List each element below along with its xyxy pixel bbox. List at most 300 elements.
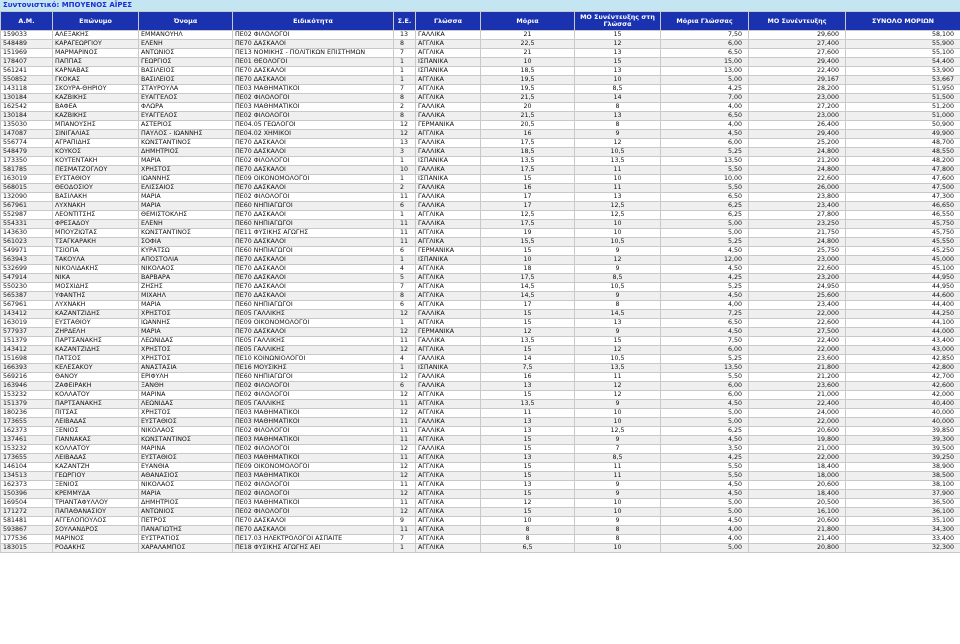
first-name-cell: ΕΛΕΝΗ: [139, 220, 233, 229]
total-cell: 39,250: [846, 454, 960, 463]
mo-fluency-cell: 12,5: [575, 211, 661, 220]
language-cell: ΑΓΓΛΙΚΑ: [416, 526, 481, 535]
last-name-cell: ΑΓΓΕΛΟΠΟΥΛΟΣ: [53, 517, 139, 526]
total-cell: 39,500: [846, 445, 960, 454]
first-name-cell: ΛΕΩΝΙΔΑΣ: [139, 337, 233, 346]
table-row: [1, 418, 960, 427]
am-cell: 132090: [1, 193, 53, 202]
first-name-cell: ΕΛΙΣΣΑΙΟΣ: [139, 184, 233, 193]
points-cell: 15: [481, 391, 575, 400]
language-cell: ΓΑΛΛΙΚΑ: [416, 373, 481, 382]
total-cell: 51,500: [846, 94, 960, 103]
specialty-cell: ΠΕ03 ΜΑΘΗΜΑΤΙΚΟΙ: [233, 436, 394, 445]
lang-points-cell: 4,50: [661, 328, 749, 337]
specialty-cell: ΠΕ02 ΦΙΛΟΛΟΓΟΙ: [233, 31, 394, 40]
lang-points-cell: 4,00: [661, 301, 749, 310]
language-cell: ΑΓΓΛΙΚΑ: [416, 274, 481, 283]
last-name-cell: ΠΑΡΤΣΑΝΑΚΗΣ: [53, 337, 139, 346]
language-cell: ΑΓΓΛΙΚΑ: [416, 130, 481, 139]
language-cell: ΑΓΓΛΙΚΑ: [416, 436, 481, 445]
table-row: [1, 517, 960, 526]
last-name-cell: ΘΑΝΟΥ: [53, 373, 139, 382]
se-cell: 11: [394, 220, 416, 229]
last-name-cell: ΚΟΥΚΟΣ: [53, 148, 139, 157]
se-cell: 3: [394, 148, 416, 157]
col-header-lang-points[interactable]: Μόρια Γλώσσας: [661, 12, 749, 31]
mo-interview-cell: 20,600: [749, 517, 846, 526]
total-cell: 42,000: [846, 391, 960, 400]
points-cell: 17,5: [481, 274, 575, 283]
mo-fluency-cell: 9: [575, 490, 661, 499]
lang-points-cell: 5,00: [661, 418, 749, 427]
mo-fluency-cell: 10: [575, 76, 661, 85]
points-cell: 15: [481, 463, 575, 472]
se-cell: 5: [394, 274, 416, 283]
mo-interview-cell: 22,400: [749, 67, 846, 76]
am-cell: 162373: [1, 427, 53, 436]
last-name-cell: ΚΑΖΒΙΚΗΣ: [53, 112, 139, 121]
mo-interview-cell: 27,400: [749, 40, 846, 49]
total-cell: 55,100: [846, 49, 960, 58]
points-cell: 13: [481, 382, 575, 391]
table-row: [1, 382, 960, 391]
mo-interview-cell: 24,800: [749, 148, 846, 157]
total-cell: 40,000: [846, 418, 960, 427]
am-cell: 565387: [1, 292, 53, 301]
total-cell: 45,550: [846, 238, 960, 247]
first-name-cell: ΣΟΦΙΑ: [139, 238, 233, 247]
specialty-cell: ΠΕ03 ΜΑΘΗΜΑΤΙΚΟΙ: [233, 409, 394, 418]
specialty-cell: ΠΕ04.02 ΧΗΜΙΚΟΙ: [233, 130, 394, 139]
specialty-cell: ΠΕ17.03 ΗΛΕΚΤΡΟΛΟΓΟΙ ΑΣΠΑΙΤΕ: [233, 535, 394, 544]
language-cell: ΓΑΛΛΙΚΑ: [416, 337, 481, 346]
points-cell: 21,5: [481, 94, 575, 103]
am-cell: 130184: [1, 112, 53, 121]
last-name-cell: ΒΑΣΙΛΑΚΗ: [53, 193, 139, 202]
mo-interview-cell: 23,800: [749, 193, 846, 202]
specialty-cell: ΠΕ09 ΟΙΚΟΝΟΜΟΛΟΓΟΙ: [233, 463, 394, 472]
points-cell: 15: [481, 508, 575, 517]
points-cell: 12,5: [481, 211, 575, 220]
se-cell: 8: [394, 292, 416, 301]
mo-fluency-cell: 9: [575, 130, 661, 139]
specialty-cell: ΠΕ70 ΔΑΣΚΑΛΟΙ: [233, 184, 394, 193]
col-header-mo-fluency[interactable]: ΜΟ Συνέντευξης στη Γλώσσα: [575, 12, 661, 31]
last-name-cell: ΜΠΑΝΟΥΣΗΣ: [53, 121, 139, 130]
first-name-cell: ΜΑΡΙΝΑ: [139, 391, 233, 400]
total-cell: 48,550: [846, 148, 960, 157]
table-row: [1, 328, 960, 337]
first-name-cell: ΑΝΑΣΤΑΣΙΑ: [139, 364, 233, 373]
mo-fluency-cell: 9: [575, 400, 661, 409]
language-cell: ΑΓΓΛΙΚΑ: [416, 409, 481, 418]
first-name-cell: ΖΗΣΗΣ: [139, 283, 233, 292]
lang-points-cell: 4,50: [661, 490, 749, 499]
lang-points-cell: 5,25: [661, 148, 749, 157]
points-cell: 14,5: [481, 283, 575, 292]
first-name-cell: ΠΑΥΛΟΣ - ΙΩΑΝΝΗΣ: [139, 130, 233, 139]
mo-interview-cell: 22,600: [749, 265, 846, 274]
first-name-cell: ΜΑΡΙΑ: [139, 328, 233, 337]
col-header-first-name[interactable]: Όνομα: [139, 12, 233, 31]
mo-interview-cell: 21,400: [749, 535, 846, 544]
mo-interview-cell: 24,800: [749, 166, 846, 175]
table-row: [1, 229, 960, 238]
lang-points-cell: 4,50: [661, 400, 749, 409]
last-name-cell: ΣΟΥΛΑΝΔΡΟΣ: [53, 526, 139, 535]
lang-points-cell: 4,50: [661, 436, 749, 445]
mo-fluency-cell: 12: [575, 256, 661, 265]
mo-fluency-cell: 12: [575, 382, 661, 391]
specialty-cell: ΠΕ03 ΜΑΘΗΜΑΤΙΚΟΙ: [233, 103, 394, 112]
mo-fluency-cell: 12: [575, 139, 661, 148]
table-row: [1, 76, 960, 85]
am-cell: 159033: [1, 31, 53, 40]
table-row: [1, 274, 960, 283]
total-cell: 48,700: [846, 139, 960, 148]
last-name-cell: ΚΟΛΛΑΤΟΥ: [53, 391, 139, 400]
lang-points-cell: 15,00: [661, 58, 749, 67]
lang-points-cell: 5,00: [661, 409, 749, 418]
points-cell: 15: [481, 445, 575, 454]
lang-points-cell: 4,00: [661, 103, 749, 112]
specialty-cell: ΠΕ03 ΜΑΘΗΜΑΤΙΚΟΙ: [233, 472, 394, 481]
mo-fluency-cell: 14,5: [575, 310, 661, 319]
language-cell: ΑΓΓΛΙΚΑ: [416, 76, 481, 85]
am-cell: 151698: [1, 355, 53, 364]
se-cell: 11: [394, 526, 416, 535]
se-cell: 2: [394, 103, 416, 112]
total-cell: 51,950: [846, 85, 960, 94]
col-header-am[interactable]: Α.Μ.: [1, 12, 53, 31]
am-cell: 548489: [1, 40, 53, 49]
first-name-cell: ΜΑΡΙΑ: [139, 490, 233, 499]
am-cell: 593867: [1, 526, 53, 535]
mo-fluency-cell: 12,5: [575, 427, 661, 436]
se-cell: 1: [394, 319, 416, 328]
lang-points-cell: 5,50: [661, 463, 749, 472]
language-cell: ΑΓΓΛΙΚΑ: [416, 517, 481, 526]
lang-points-cell: 4,50: [661, 481, 749, 490]
lang-points-cell: 12,00: [661, 256, 749, 265]
last-name-cell: ΣΚΟΥΡΑ-ΘΗΡΙΟΥ: [53, 85, 139, 94]
lang-points-cell: 4,50: [661, 517, 749, 526]
col-header-total[interactable]: ΣΥΝΟΛΟ ΜΟΡΙΩΝ: [846, 12, 960, 31]
mo-fluency-cell: 8,5: [575, 454, 661, 463]
first-name-cell: ΚΩΝΣΤΑΝΤΙΝΟΣ: [139, 436, 233, 445]
first-name-cell: ΝΙΚΟΛΑΟΣ: [139, 481, 233, 490]
language-cell: ΓΑΛΛΙΚΑ: [416, 184, 481, 193]
table-row: [1, 535, 960, 544]
am-cell: 173655: [1, 418, 53, 427]
mo-interview-cell: 18,000: [749, 472, 846, 481]
col-header-last-name[interactable]: Επώνυμο: [53, 12, 139, 31]
first-name-cell: ΕΥΑΓΓΕΛΟΣ: [139, 94, 233, 103]
mo-interview-cell: 23,000: [749, 256, 846, 265]
se-cell: 12: [394, 463, 416, 472]
total-cell: 51,200: [846, 103, 960, 112]
lang-points-cell: 6,00: [661, 391, 749, 400]
se-cell: 12: [394, 490, 416, 499]
se-cell: 12: [394, 445, 416, 454]
specialty-cell: ΠΕ70 ΔΑΣΚΑΛΟΙ: [233, 40, 394, 49]
mo-fluency-cell: 10,5: [575, 355, 661, 364]
col-header-mo-interview[interactable]: ΜΟ Συνέντευξης: [749, 12, 846, 31]
total-cell: 43,400: [846, 337, 960, 346]
candidates-table: [0, 11, 960, 553]
table-row: [1, 292, 960, 301]
specialty-cell: ΠΕ04.05 ΓΕΩΛΟΓΟΙ: [233, 121, 394, 130]
am-cell: 183015: [1, 544, 53, 553]
last-name-cell: ΖΑΦΕΙΡΑΚΗ: [53, 382, 139, 391]
am-cell: 143412: [1, 346, 53, 355]
table-body: [1, 31, 960, 553]
se-cell: 12: [394, 409, 416, 418]
coordinator-title: Συντονιστικό: ΜΠΟΥΕΝΟΣ ΑΪΡΕΣ: [0, 0, 960, 11]
am-cell: 548479: [1, 148, 53, 157]
total-cell: 54,400: [846, 58, 960, 67]
mo-fluency-cell: 13: [575, 193, 661, 202]
mo-interview-cell: 18,400: [749, 463, 846, 472]
mo-fluency-cell: 8: [575, 103, 661, 112]
table-row: [1, 256, 960, 265]
col-header-se[interactable]: Σ.Ε.: [394, 12, 416, 31]
points-cell: 15,5: [481, 238, 575, 247]
se-cell: 1: [394, 157, 416, 166]
se-cell: 6: [394, 202, 416, 211]
language-cell: ΓΕΡΜΑΝΙΚΑ: [416, 328, 481, 337]
points-cell: 21,5: [481, 112, 575, 121]
last-name-cell: ΛΥΧΝΑΚΗ: [53, 301, 139, 310]
total-cell: 39,850: [846, 427, 960, 436]
lang-points-cell: 5,00: [661, 229, 749, 238]
mo-interview-cell: 21,000: [749, 445, 846, 454]
mo-interview-cell: 27,500: [749, 328, 846, 337]
specialty-cell: ΠΕ70 ΔΑΣΚΑΛΟΙ: [233, 76, 394, 85]
lang-points-cell: 7,00: [661, 94, 749, 103]
language-cell: ΓΑΛΛΙΚΑ: [416, 103, 481, 112]
am-cell: 561023: [1, 238, 53, 247]
specialty-cell: ΠΕ60 ΝΗΠΙΑΓΩΓΟΙ: [233, 247, 394, 256]
table-row: [1, 94, 960, 103]
last-name-cell: ΠΙΤΣΑΣ: [53, 409, 139, 418]
first-name-cell: ΒΑΡΒΑΡΑ: [139, 274, 233, 283]
table-row: [1, 400, 960, 409]
table-row: [1, 544, 960, 553]
first-name-cell: ΧΡΗΣΤΟΣ: [139, 166, 233, 175]
first-name-cell: ΝΙΚΟΛΑΟΣ: [139, 427, 233, 436]
last-name-cell: ΠΕΣΜΑΤΖΟΓΛΟΥ: [53, 166, 139, 175]
col-header-language[interactable]: Γλώσσα: [416, 12, 481, 31]
mo-fluency-cell: 9: [575, 481, 661, 490]
specialty-cell: ΠΕ70 ΔΑΣΚΑΛΟΙ: [233, 166, 394, 175]
mo-fluency-cell: 15: [575, 31, 661, 40]
col-header-points[interactable]: Μόρια: [481, 12, 575, 31]
mo-interview-cell: 21,800: [749, 526, 846, 535]
se-cell: 1: [394, 211, 416, 220]
total-cell: 42,700: [846, 373, 960, 382]
first-name-cell: ΧΡΗΣΤΟΣ: [139, 355, 233, 364]
last-name-cell: ΜΠΟΥΖΙΩΤΑΣ: [53, 229, 139, 238]
specialty-cell: ΠΕ70 ΔΑΣΚΑΛΟΙ: [233, 517, 394, 526]
last-name-cell: ΚΡΕΜΜΥΔΑ: [53, 490, 139, 499]
last-name-cell: ΘΕΟΔΟΣΙΟΥ: [53, 184, 139, 193]
last-name-cell: ΣΙΝΙΓΑΛΙΑΣ: [53, 130, 139, 139]
lang-points-cell: 7,50: [661, 31, 749, 40]
se-cell: 12: [394, 391, 416, 400]
points-cell: 15: [481, 346, 575, 355]
mo-fluency-cell: 11: [575, 463, 661, 472]
mo-interview-cell: 23,600: [749, 355, 846, 364]
am-cell: 153232: [1, 391, 53, 400]
table-row: [1, 472, 960, 481]
total-cell: 45,250: [846, 247, 960, 256]
am-cell: 556774: [1, 139, 53, 148]
lang-points-cell: 4,50: [661, 292, 749, 301]
language-cell: ΓΕΡΜΑΝΙΚΑ: [416, 247, 481, 256]
last-name-cell: ΝΙΚΑ: [53, 274, 139, 283]
total-cell: 45,000: [846, 256, 960, 265]
points-cell: 13,5: [481, 400, 575, 409]
total-cell: 48,200: [846, 157, 960, 166]
first-name-cell: ΧΡΗΣΤΟΣ: [139, 409, 233, 418]
am-cell: 563943: [1, 256, 53, 265]
lang-points-cell: 4,00: [661, 526, 749, 535]
specialty-cell: ΠΕ70 ΔΑΣΚΑΛΟΙ: [233, 283, 394, 292]
points-cell: 19: [481, 229, 575, 238]
am-cell: 569216: [1, 373, 53, 382]
points-cell: 15: [481, 472, 575, 481]
am-cell: 178407: [1, 58, 53, 67]
first-name-cell: ΞΑΝΘΗ: [139, 382, 233, 391]
am-cell: 567961: [1, 301, 53, 310]
points-cell: 13,5: [481, 157, 575, 166]
mo-interview-cell: 27,600: [749, 49, 846, 58]
table-row: [1, 67, 960, 76]
mo-interview-cell: 22,000: [749, 310, 846, 319]
total-cell: 36,500: [846, 499, 960, 508]
first-name-cell: ΝΙΚΟΛΑΟΣ: [139, 265, 233, 274]
lang-points-cell: 5,25: [661, 238, 749, 247]
lang-points-cell: 4,50: [661, 247, 749, 256]
table-row: [1, 283, 960, 292]
language-cell: ΓΑΛΛΙΚΑ: [416, 31, 481, 40]
points-cell: 18: [481, 265, 575, 274]
language-cell: ΓΑΛΛΙΚΑ: [416, 355, 481, 364]
points-cell: 17,5: [481, 220, 575, 229]
table-row: [1, 427, 960, 436]
col-header-specialty[interactable]: Ειδικότητα: [233, 12, 394, 31]
lang-points-cell: 5,25: [661, 355, 749, 364]
mo-fluency-cell: 10: [575, 409, 661, 418]
total-cell: 43,000: [846, 346, 960, 355]
se-cell: 11: [394, 229, 416, 238]
total-cell: 38,900: [846, 463, 960, 472]
specialty-cell: ΠΕ70 ΔΑΣΚΑΛΟΙ: [233, 148, 394, 157]
first-name-cell: ΑΝΤΩΝΙΟΣ: [139, 508, 233, 517]
last-name-cell: ΚΑΖΑΝΤΖΙΔΗΣ: [53, 346, 139, 355]
lang-points-cell: 6,00: [661, 139, 749, 148]
specialty-cell: ΠΕ02 ΦΙΛΟΛΟΓΟΙ: [233, 427, 394, 436]
mo-interview-cell: 16,100: [749, 508, 846, 517]
language-cell: ΓΑΛΛΙΚΑ: [416, 220, 481, 229]
last-name-cell: ΜΑΡΜΑΡΙΝΟΣ: [53, 49, 139, 58]
first-name-cell: ΜΑΡΙΑ: [139, 157, 233, 166]
specialty-cell: ΠΕ05 ΓΑΛΛΙΚΗΣ: [233, 310, 394, 319]
se-cell: 4: [394, 355, 416, 364]
am-cell: 166393: [1, 364, 53, 373]
am-cell: 547914: [1, 274, 53, 283]
points-cell: 15: [481, 436, 575, 445]
specialty-cell: ΠΕ70 ΔΑΣΚΑΛΟΙ: [233, 211, 394, 220]
language-cell: ΓΑΛΛΙΚΑ: [416, 427, 481, 436]
am-cell: 143412: [1, 310, 53, 319]
last-name-cell: ΠΑΤΣΟΣ: [53, 355, 139, 364]
mo-fluency-cell: 12: [575, 40, 661, 49]
mo-interview-cell: 18,400: [749, 490, 846, 499]
first-name-cell: ΒΑΣΙΛΕΙΟΣ: [139, 76, 233, 85]
specialty-cell: ΠΕ03 ΜΑΘΗΜΑΤΙΚΟΙ: [233, 454, 394, 463]
points-cell: 17,5: [481, 139, 575, 148]
lang-points-cell: 5,50: [661, 472, 749, 481]
total-cell: 45,750: [846, 220, 960, 229]
points-cell: 19,5: [481, 76, 575, 85]
mo-fluency-cell: 13: [575, 49, 661, 58]
language-cell: ΓΑΛΛΙΚΑ: [416, 139, 481, 148]
mo-fluency-cell: 9: [575, 328, 661, 337]
am-cell: 532699: [1, 265, 53, 274]
last-name-cell: ΚΑΖΒΙΚΗΣ: [53, 94, 139, 103]
points-cell: 17,5: [481, 166, 575, 175]
table-row: [1, 319, 960, 328]
table-row: [1, 103, 960, 112]
mo-fluency-cell: 10: [575, 508, 661, 517]
mo-fluency-cell: 8: [575, 535, 661, 544]
first-name-cell: ΔΗΜΗΤΡΙΟΣ: [139, 148, 233, 157]
se-cell: 8: [394, 40, 416, 49]
points-cell: 12: [481, 499, 575, 508]
points-cell: 17: [481, 202, 575, 211]
am-cell: 581481: [1, 517, 53, 526]
mo-interview-cell: 29,400: [749, 58, 846, 67]
se-cell: 11: [394, 337, 416, 346]
mo-interview-cell: 21,000: [749, 391, 846, 400]
am-cell: 163946: [1, 382, 53, 391]
se-cell: 11: [394, 499, 416, 508]
language-cell: ΙΣΠΑΝΙΚΑ: [416, 175, 481, 184]
mo-interview-cell: 23,000: [749, 94, 846, 103]
mo-fluency-cell: 11: [575, 472, 661, 481]
specialty-cell: ΠΕ70 ΔΑΣΚΑΛΟΙ: [233, 265, 394, 274]
mo-fluency-cell: 10,5: [575, 283, 661, 292]
total-cell: 35,100: [846, 517, 960, 526]
last-name-cell: ΞΕΝΙΟΣ: [53, 481, 139, 490]
last-name-cell: ΤΑΚΟΥΛΑ: [53, 256, 139, 265]
se-cell: 4: [394, 265, 416, 274]
mo-fluency-cell: 13: [575, 319, 661, 328]
specialty-cell: ΠΕ70 ΔΑΣΚΑΛΟΙ: [233, 328, 394, 337]
points-cell: 7,5: [481, 364, 575, 373]
last-name-cell: ΦΡΕΣΑΔΟΥ: [53, 220, 139, 229]
last-name-cell: ΚΟΛΛΑΤΟΥ: [53, 445, 139, 454]
first-name-cell: ΠΕΤΡΟΣ: [139, 517, 233, 526]
points-cell: 8: [481, 526, 575, 535]
total-cell: 50,900: [846, 121, 960, 130]
first-name-cell: ΕΥΣΤΑΘΙΟΣ: [139, 418, 233, 427]
table-row: [1, 193, 960, 202]
first-name-cell: ΒΑΣΙΛΕΙΟΣ: [139, 67, 233, 76]
mo-fluency-cell: 14: [575, 94, 661, 103]
